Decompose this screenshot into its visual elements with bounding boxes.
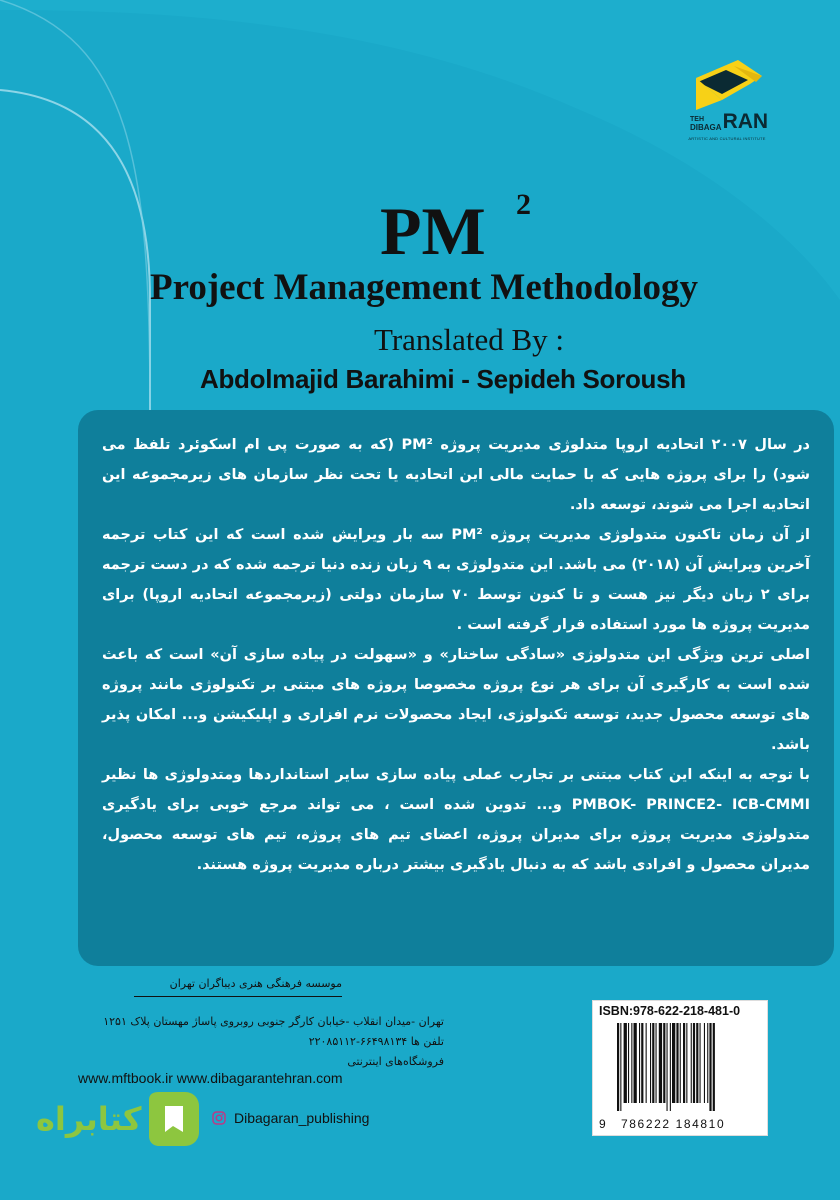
instagram-icon xyxy=(212,1111,226,1125)
description-box xyxy=(78,410,834,966)
barcode-bar xyxy=(680,1023,681,1103)
book-title-superscript: 2 xyxy=(516,188,531,221)
translated-by-label: Translated By : xyxy=(374,322,565,357)
barcode-bar xyxy=(672,1023,675,1103)
barcode-bar xyxy=(667,1023,668,1111)
instagram-handle[interactable] xyxy=(212,1110,369,1126)
publisher-logo-icon xyxy=(678,48,778,148)
ketabrah-logo-icon xyxy=(143,1090,201,1148)
barcode-bar xyxy=(641,1023,643,1103)
barcode-bar xyxy=(700,1023,701,1103)
barcode-bar xyxy=(709,1023,711,1111)
description-paragraph: اصلی ترین ویژگی این متدولوژی «سادگی ساختار» و «سهولت در پیاده سازی آن» است که باعث شده است به کارگیری آن برای هر نوع پروژه مخصوصا پروژه های مبتنی بر تکنولوژی مانند پروژه های توسعه محصول جدید، توسعه تکنولوژی، ایجاد محصولات نرم افزاری و اپلیکیشن و... امکان پذیر باشد. xyxy=(102,647,810,753)
description-text xyxy=(102,430,810,880)
publisher-phones: تلفن ها ۶۶۴۹۸۱۳۴-۲۲۰۸۵۱۱۲ xyxy=(308,1035,444,1048)
barcode-bar xyxy=(617,1023,619,1111)
barcode-bar xyxy=(683,1023,685,1103)
barcode-bar xyxy=(634,1023,637,1103)
websites[interactable]: www.mftbook.ir www.dibagarantehran.com xyxy=(78,1070,343,1086)
barcode-bar xyxy=(693,1023,695,1103)
barcode-bar xyxy=(676,1023,678,1103)
book-title-main: PM xyxy=(380,193,486,269)
brand-main: RAN xyxy=(722,110,769,133)
publisher-brand xyxy=(690,112,768,132)
brand-prefix-top: TEH xyxy=(690,116,704,123)
barcode-bar xyxy=(691,1023,692,1103)
online-stores-label: فروشگاه‌های اینترنتی xyxy=(347,1055,444,1068)
publisher-tagline: ARTISTIC AND CULTURAL INSTITUTE xyxy=(688,136,766,141)
publisher-address-block xyxy=(14,1012,444,1072)
description-paragraph: با توجه به اینکه این کتاب مبتنی بر تجارب عملی پیاده سازی سایر استانداردها ومتدولوژی ها نظیر PMBOK- PRINCE2- ICB-CMMI و... تدوین شده است ، می تواند مرجع خوبی برای یادگیری متدولوژی مدیریت پروژه برای مدیران پروژه، اعضای تیم های پروژه، تیم های توسعه محصول، مدیران محصول و افرادی باشد که به دنبال یادگیری بیشتر درباره مدیریت پروژه هستند. xyxy=(102,767,810,873)
barcode-bar xyxy=(696,1023,698,1103)
description-paragraph: از آن زمان تاکنون متدولوژی مدیریت پروژه PM² سه بار ویرایش شده است که این کتاب ترجمه آخرین ویرایش آن (۲۰۱۸) می باشد. این متدولوژی به ۹ زبان زنده دنیا ترجمه شده که در دست ترجمه برای ۲ زبان دیگر نیز هست و تا کنون توسط ۷۰ سازمان دولتی (زیرمجموعه اتحادیه اروپا) برای مدیریت پروژه ها مورد استفاده قرار گرفته است . xyxy=(102,527,810,633)
barcode-bar xyxy=(656,1023,657,1103)
barcode-bar xyxy=(620,1023,621,1111)
ketabrah-watermark xyxy=(36,1090,201,1148)
barcode-bar xyxy=(686,1023,687,1103)
barcode-bar xyxy=(628,1023,629,1103)
isbn-barcode-box xyxy=(592,1000,768,1136)
barcode-bar xyxy=(631,1023,632,1103)
book-subtitle: Project Management Methodology xyxy=(150,267,699,308)
brand-prefix-bottom: DIBAGA xyxy=(690,123,722,132)
barcode-bar xyxy=(659,1023,662,1103)
barcode-digits: 786222 184810 xyxy=(621,1117,726,1131)
barcode-bar xyxy=(652,1023,654,1103)
barcode-bar xyxy=(624,1023,627,1103)
isbn-label: ISBN:978-622-218-481-0 xyxy=(599,1004,741,1018)
barcode-bar xyxy=(704,1023,705,1103)
barcode-bar xyxy=(650,1023,651,1103)
publisher-name: موسسه فرهنگی هنری دیباگران تهران xyxy=(134,972,342,997)
barcode-bar xyxy=(670,1023,671,1111)
translator-names: Abdolmajid Barahimi - Sepideh Soroush xyxy=(200,364,686,394)
barcode-bar xyxy=(707,1023,708,1103)
description-paragraph: در سال ۲۰۰۷ اتحادیه اروپا متدلوژی مدیریت پروژه PM² (که به صورت پی ام اسکوئرد تلفظ می شود) را برای پروژه هایی که با حمایت مالی این اتحادیه یا تحت نظر سازمان های زیرمجموعه این اتحادیه اجرا می شوند، توسعه داد. xyxy=(102,437,810,513)
barcode-bar xyxy=(639,1023,640,1103)
barcode-bar xyxy=(713,1023,715,1111)
ketabrah-watermark-text: کتابراه xyxy=(36,1100,142,1138)
barcode-image xyxy=(617,1023,761,1111)
barcode-bar xyxy=(663,1023,665,1103)
instagram-handle-text: Dibagaran_publishing xyxy=(234,1110,370,1126)
barcode-bar xyxy=(646,1023,647,1103)
publisher-address: تهران -میدان انقلاب -خیابان کارگر جنوبی روبروی پاساژ مهستان پلاک ۱۲۵۱ xyxy=(103,1015,444,1028)
barcode-lead-digit: 9 xyxy=(599,1117,606,1131)
